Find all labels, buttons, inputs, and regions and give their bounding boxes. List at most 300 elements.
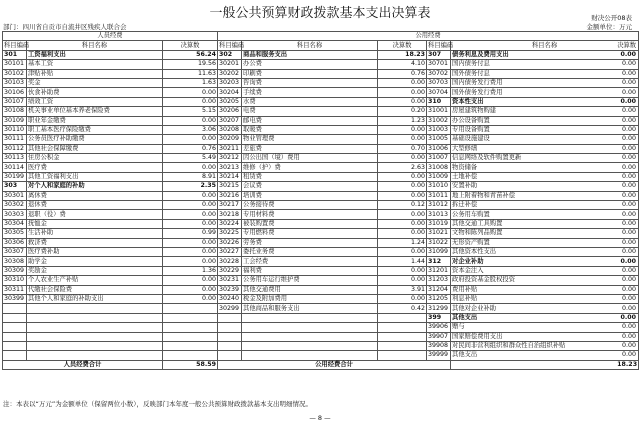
subject-name-amount (451, 238, 639, 247)
table-row (3, 313, 639, 322)
table-row (3, 266, 639, 275)
amount (378, 323, 427, 332)
subject-name: 对民间非营利组织和群众性自治组织补贴 (452, 342, 566, 350)
amount (378, 313, 427, 322)
subject-name: 资本性支出 (452, 97, 484, 105)
subject-name: 政府投资基金股权投资 (452, 276, 515, 284)
subject-name: 被装购置费 (242, 219, 378, 228)
subject-name: 安置补助 (452, 182, 478, 190)
amount: 4.10 (378, 60, 427, 69)
unit-label: 金额单位：万元 (586, 23, 632, 31)
table-row (3, 219, 639, 228)
subject-name: 生活补助 (27, 229, 163, 238)
subject-name: 取暖费 (242, 125, 378, 134)
table-row (3, 294, 639, 303)
subject-name: 资本金注入 (452, 266, 484, 274)
amount: 0.12 (378, 201, 427, 210)
subject-name: 税金及附加费用 (242, 294, 378, 303)
table-row (3, 78, 639, 87)
amount: 0.00 (378, 78, 427, 87)
amount: 0.00 (622, 173, 637, 181)
subject-name: 国外债务付息 (452, 69, 490, 77)
amount (163, 351, 218, 360)
subject-name: 专用设备购置 (452, 126, 490, 134)
table-row (3, 257, 639, 266)
subject-name: 对企业补助 (452, 257, 484, 265)
subject-name: 费用补贴 (452, 285, 478, 293)
subject-name: 委托业务费 (242, 247, 378, 256)
amount: 18.23 (378, 50, 427, 59)
subject-code (3, 304, 27, 313)
table-row (3, 341, 639, 350)
page-number: — 8 — (309, 414, 331, 422)
subject-code: 30239 (218, 285, 242, 294)
col-name-1: 科目名称 (27, 41, 163, 50)
subject-code: 30112 (3, 144, 27, 153)
subject-code: 30304 (3, 219, 27, 228)
amount (163, 332, 218, 341)
amount: 0.00 (622, 107, 637, 115)
subject-name-amount (451, 172, 639, 181)
subject-name: 国内债务付息 (452, 60, 490, 68)
section-public: 公用经费 (218, 32, 639, 41)
subject-code (218, 341, 242, 350)
subject-name: 水费 (242, 97, 378, 106)
subject-name: 其他交通工具购置 (452, 220, 503, 227)
amount (163, 323, 218, 332)
subject-name-amount (451, 107, 639, 116)
amount: 0.00 (163, 135, 218, 144)
subject-name (27, 332, 163, 341)
subject-code: 30213 (218, 163, 242, 172)
subject-code: 30101 (3, 60, 27, 69)
subject-name-amount (451, 88, 639, 97)
table-row (3, 69, 639, 78)
subject-name (242, 323, 378, 332)
subject-name-amount (451, 304, 639, 313)
subject-name: 会议费 (242, 182, 378, 191)
subject-code: 310 (427, 97, 451, 106)
subject-code: 30231 (218, 276, 242, 285)
subject-name: 公务接待费 (242, 201, 378, 210)
amount: 0.00 (378, 135, 427, 144)
subject-name-amount (451, 323, 639, 332)
amount: 0.00 (378, 266, 427, 275)
subject-code: 30106 (3, 88, 27, 97)
amount: 5.49 (163, 154, 218, 163)
amount: 0.00 (620, 50, 637, 58)
subject-code (3, 332, 27, 341)
subject-name: 其他支出 (452, 351, 478, 359)
amount: 0.00 (622, 276, 637, 284)
public-total-label: 公用经费合计 (218, 360, 451, 369)
amount: 0.00 (622, 210, 637, 218)
subject-name: 公务用车运行维护费 (242, 276, 378, 285)
amount (163, 313, 218, 322)
amount: 0.00 (622, 295, 637, 303)
subject-code: 31001 (427, 107, 451, 116)
subject-name: 商品和服务支出 (242, 50, 378, 59)
subject-code: 30307 (3, 247, 27, 256)
subject-name: 抚恤金 (27, 219, 163, 228)
table-row (3, 276, 639, 285)
subject-code: 30226 (218, 238, 242, 247)
subject-code: 30207 (218, 116, 242, 125)
subject-name-amount (451, 210, 639, 219)
table-row (3, 351, 639, 360)
subject-name: 培训费 (242, 191, 378, 200)
subject-name-amount (451, 191, 639, 200)
amount (163, 341, 218, 350)
amount: 0.00 (622, 266, 637, 274)
subject-name: 津贴补贴 (27, 69, 163, 78)
subject-code: 30302 (3, 201, 27, 210)
amount: 0.00 (622, 220, 637, 227)
subject-name-amount (451, 341, 639, 350)
subject-code: 30203 (218, 78, 242, 87)
amount: 0.00 (622, 229, 637, 237)
amount: 0.00 (622, 191, 637, 199)
amount: 11.63 (163, 69, 218, 78)
subject-name: 福利费 (242, 266, 378, 275)
amount: 1.23 (378, 116, 427, 125)
amount: 2.35 (163, 182, 218, 191)
subject-code (3, 313, 27, 322)
subject-code: 301 (3, 50, 27, 59)
subject-code: 31007 (427, 154, 451, 163)
subject-code: 30206 (218, 107, 242, 116)
subject-code: 31204 (427, 285, 451, 294)
amount: 0.00 (378, 125, 427, 134)
subject-code: 31003 (427, 125, 451, 134)
amount: 0.00 (622, 79, 637, 87)
table-row (3, 172, 639, 181)
table-row (3, 107, 639, 116)
table-row (3, 125, 639, 134)
subject-code: 30212 (218, 154, 242, 163)
subject-name: 其他社会保障缴费 (27, 144, 163, 153)
subject-name: 救济费 (27, 238, 163, 247)
subject-code: 30208 (218, 125, 242, 134)
subject-name-amount (451, 247, 639, 256)
amount: 0.00 (163, 219, 218, 228)
amount: 0.00 (378, 154, 427, 163)
subject-name (27, 304, 163, 313)
subject-name-amount (451, 294, 639, 303)
subject-code: 31022 (427, 238, 451, 247)
amount: 2.63 (378, 163, 427, 172)
amount: 0.00 (378, 182, 427, 191)
amount: 0.00 (620, 97, 637, 105)
amount: 0.00 (163, 257, 218, 266)
expenditure-table (2, 31, 639, 370)
subject-name: 信息网络及软件购置更新 (452, 154, 522, 162)
subject-code: 30311 (3, 285, 27, 294)
amount: 0.00 (622, 323, 637, 331)
subject-code (3, 351, 27, 360)
amount: 0.70 (378, 144, 427, 153)
subject-code: 30204 (218, 88, 242, 97)
subject-name: 公务用车购置 (452, 210, 490, 218)
subject-name-amount (451, 229, 639, 238)
table-row (3, 50, 639, 59)
subject-code: 31205 (427, 294, 451, 303)
amount: 19.56 (163, 60, 218, 69)
subject-code: 31006 (427, 144, 451, 153)
subject-code: 30202 (218, 69, 242, 78)
subject-name-amount (451, 125, 639, 134)
col-amount-3-label: 决算数 (617, 41, 637, 49)
amount: 0.00 (622, 285, 637, 293)
subject-code: 31203 (427, 276, 451, 285)
table-row (3, 60, 639, 69)
subject-code: 31201 (427, 266, 451, 275)
subject-code: 30703 (427, 78, 451, 87)
subject-name (27, 323, 163, 332)
amount: 0.00 (163, 294, 218, 303)
subject-code: 30199 (3, 172, 27, 181)
amount (163, 304, 218, 313)
subject-name-amount (451, 276, 639, 285)
amount (378, 351, 427, 360)
subject-name: 劳务费 (242, 238, 378, 247)
amount: 0.00 (378, 276, 427, 285)
subject-code: 30103 (3, 78, 27, 87)
subject-code: 31021 (427, 229, 451, 238)
subject-code: 30305 (3, 229, 27, 238)
subject-code: 30215 (218, 182, 242, 191)
subject-code: 30108 (3, 107, 27, 116)
table-row (3, 247, 639, 256)
subject-name-amount (451, 219, 639, 228)
amount: 0.00 (622, 342, 637, 350)
subject-name-amount (451, 257, 639, 266)
table-row (3, 182, 639, 191)
subject-code: 30114 (3, 163, 27, 172)
subject-code: 30229 (218, 266, 242, 275)
subject-name: 医疗费 (27, 163, 163, 172)
subject-code: 30216 (218, 191, 242, 200)
subject-name: 代缴社会保险费 (27, 285, 163, 294)
subject-name: 离休费 (27, 191, 163, 200)
subject-name: 基础设施建设 (452, 135, 490, 143)
subject-name-amount (451, 69, 639, 78)
amount: 56.24 (163, 50, 218, 59)
subject-code: 30308 (3, 257, 27, 266)
subject-name: 维修（护）费 (242, 163, 378, 172)
amount: 0.00 (622, 144, 637, 152)
subject-code: 30109 (3, 116, 27, 125)
amount: 0.00 (163, 163, 218, 172)
subject-code: 30399 (3, 294, 27, 303)
subject-code (218, 323, 242, 332)
subject-name-amount (451, 313, 639, 322)
subject-name-amount (451, 78, 639, 87)
subject-name: 其他对企业补助 (452, 304, 497, 312)
subject-name-amount (451, 135, 639, 144)
subject-name: 印刷费 (242, 69, 378, 78)
subject-name: 拆迁补偿 (452, 201, 478, 209)
subject-code: 39908 (427, 341, 451, 350)
amount: 1.36 (163, 266, 218, 275)
subject-code: 30306 (3, 238, 27, 247)
subject-name-amount (451, 266, 639, 275)
subject-code: 30301 (3, 191, 27, 200)
table-row (3, 154, 639, 163)
subject-code: 30110 (3, 125, 27, 134)
amount: 0.00 (622, 116, 637, 124)
subject-name-amount (451, 182, 639, 191)
subject-code: 30240 (218, 294, 242, 303)
subject-name: 奖励金 (27, 266, 163, 275)
amount: 0.00 (378, 294, 427, 303)
subject-name: 物业管理费 (242, 135, 378, 144)
subject-code: 30205 (218, 97, 242, 106)
subject-name: 电费 (242, 107, 378, 116)
subject-name (27, 341, 163, 350)
subject-code: 31002 (427, 116, 451, 125)
subject-name: 伙食补助费 (27, 88, 163, 97)
table-row (3, 97, 639, 106)
amount: 3.91 (378, 285, 427, 294)
subject-name: 职工基本医疗保险缴费 (27, 125, 163, 134)
subject-code: 31099 (427, 247, 451, 256)
amount: 0.00 (622, 332, 637, 340)
subject-name: 其他支出 (452, 313, 478, 321)
subject-name-amount (451, 201, 639, 210)
subject-name: 办公设备购置 (452, 116, 490, 124)
amount: 0.76 (163, 144, 218, 153)
amount: 0.00 (622, 248, 637, 256)
subject-name: 办公费 (242, 60, 378, 69)
subject-name: 职业年金缴费 (27, 116, 163, 125)
amount: 1.44 (378, 257, 427, 266)
subject-code: 30214 (218, 172, 242, 181)
col-amount-1: 决算数 (163, 41, 218, 50)
section-personnel: 人员经费 (3, 32, 218, 41)
subject-code: 39906 (427, 323, 451, 332)
subject-code: 30303 (3, 210, 27, 219)
subject-name (27, 313, 163, 322)
amount: 0.00 (163, 276, 218, 285)
subject-code: 399 (427, 313, 451, 322)
table-row (3, 201, 639, 210)
subject-code (218, 313, 242, 322)
amount: 0.00 (163, 238, 218, 247)
amount: 0.00 (620, 257, 637, 265)
col-name-3-label: 科目名称 (531, 41, 558, 49)
amount: 0.00 (163, 97, 218, 106)
subject-code: 31005 (427, 135, 451, 144)
table-row (3, 332, 639, 341)
subject-code: 31299 (427, 304, 451, 313)
subject-name: 医疗费补助 (27, 247, 163, 256)
subject-name-amount (451, 351, 639, 360)
amount: 0.00 (622, 135, 637, 143)
subject-name (27, 351, 163, 360)
subject-name: 其他工资福利支出 (27, 172, 163, 181)
subject-name: 公务员医疗补助缴费 (27, 135, 163, 144)
column-header-row (3, 41, 639, 50)
subject-code: 30102 (3, 69, 27, 78)
table-row (3, 163, 639, 172)
subject-code (3, 323, 27, 332)
subject-code: 31009 (427, 172, 451, 181)
subject-code: 31012 (427, 201, 451, 210)
amount: 0.76 (378, 69, 427, 78)
subject-name: 专用燃料费 (242, 229, 378, 238)
subject-name: 因公出国（境）费用 (242, 154, 378, 163)
subject-name: 奖金 (27, 78, 163, 87)
col-name-2: 科目名称 (242, 41, 378, 50)
subject-name: 工会经费 (242, 257, 378, 266)
subject-name (242, 332, 378, 341)
amount: 0.00 (622, 304, 637, 312)
subject-name-amount (451, 97, 639, 106)
subject-name: 国内债务发行费用 (452, 79, 503, 87)
subject-name: 邮电费 (242, 116, 378, 125)
subject-code: 303 (3, 182, 27, 191)
subject-name: 退休费 (27, 201, 163, 210)
subject-name: 国外债务发行费用 (452, 88, 503, 96)
subject-name: 退职（役）费 (27, 210, 163, 219)
subject-name: 绩效工资 (27, 97, 163, 106)
amount: 0.00 (378, 210, 427, 219)
amount: 1.24 (378, 238, 427, 247)
subject-name (242, 341, 378, 350)
subject-name: 地上附着物和青苗补偿 (452, 191, 515, 199)
subject-code: 30225 (218, 229, 242, 238)
subject-name: 机关事业单位基本养老保险费 (27, 107, 163, 116)
amount: 0.00 (378, 172, 427, 181)
amount: 0.00 (622, 238, 637, 246)
amount: 0.00 (622, 351, 637, 359)
subject-code: 39999 (427, 351, 451, 360)
subject-code: 30209 (218, 135, 242, 144)
amount: 0.00 (163, 88, 218, 97)
subject-name: 其他交通费用 (242, 285, 378, 294)
amount: 0.20 (378, 107, 427, 116)
amount: 5.15 (163, 107, 218, 116)
subject-name: 债务利息及费用支出 (452, 50, 509, 58)
subject-name: 土地补偿 (452, 173, 478, 181)
subject-code: 30201 (218, 60, 242, 69)
subject-code: 30228 (218, 257, 242, 266)
subject-name: 住房公积金 (27, 154, 163, 163)
subject-code: 30107 (3, 97, 27, 106)
amount: 0.00 (620, 313, 637, 321)
amount: 0.00 (622, 201, 637, 209)
col-code-2: 科目编码 (219, 41, 245, 49)
table-row (3, 116, 639, 125)
footnote: 注：本表以“万元”为金额单位（保留两位小数），反映部门本年度一般公共预算财政拨款基本支出明细情况。 (3, 400, 312, 408)
subject-code: 30224 (218, 219, 242, 228)
subject-name-amount (451, 116, 639, 125)
table-row (3, 285, 639, 294)
subject-name: 无形资产购置 (452, 238, 490, 246)
amount: 0.00 (378, 247, 427, 256)
amount: 0.00 (622, 126, 637, 134)
amount: 0.00 (622, 69, 637, 77)
table-row (3, 210, 639, 219)
subject-name: 对个人和家庭的补助 (27, 182, 163, 191)
table-row (3, 88, 639, 97)
form-code: 财决公开08表 (591, 14, 632, 22)
subject-code: 31010 (427, 182, 451, 191)
subject-code: 302 (218, 50, 242, 59)
subject-code: 31011 (427, 191, 451, 200)
amount: 1.63 (163, 78, 218, 87)
